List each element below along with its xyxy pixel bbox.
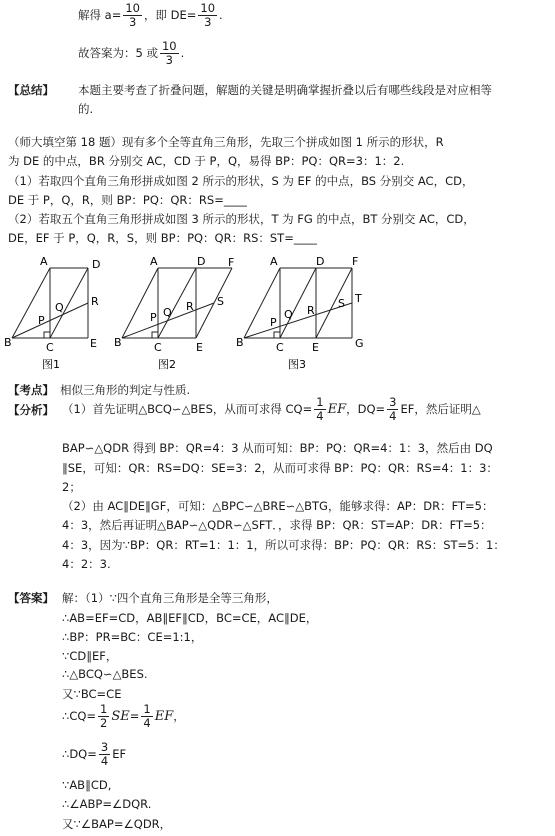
numerator: 1 [316, 395, 324, 409]
answer-line-6: 又∵BC=CE [62, 687, 122, 701]
figure-2 [122, 268, 232, 338]
label-t: T [355, 292, 362, 305]
label-s: S [217, 295, 224, 308]
text: 故答案为：5 或 [78, 46, 158, 60]
problem-line-1: （师大填空第 18 题）现有多个全等直角三角形，先取三个拼成如图 1 所示的形状，R [8, 135, 444, 149]
figure-diagrams [0, 250, 555, 375]
label-q: Q [55, 301, 64, 314]
denominator: 4 [100, 754, 109, 768]
label-b: B [236, 336, 244, 349]
label-b: B [4, 336, 12, 349]
answer-line-4: ∵CD∥EF， [62, 649, 118, 663]
figure-3 [244, 268, 352, 338]
kaodian-tag: 【考点】 [8, 383, 54, 397]
label-r: R [307, 304, 315, 317]
solution-line-1 [78, 2, 223, 29]
text: . [219, 8, 223, 22]
text: EF [112, 747, 127, 761]
label-e: E [90, 337, 97, 350]
text: ， [173, 709, 185, 723]
numerator: 10 [125, 1, 140, 15]
fenxi-tag: 【分析】 [8, 403, 54, 417]
text: EF [154, 709, 174, 724]
text: EF，然后证明△ [400, 402, 481, 416]
problem-line-2: 为 DE 的中点，BR 分别交 AC，CD 于 P，Q，易得 BP：PQ：QR=3：1：2. [8, 154, 405, 168]
answer-line-10: ∴∠ABP=∠DQR. [62, 797, 152, 811]
problem-line-4: DE 于 P，Q，R，则 BP：PQ：QR：RS=____ [8, 193, 247, 207]
fraction [198, 2, 217, 29]
summary-text-1: 本题主要考查了折叠问题，解题的关键是明确掌握折叠以后有哪些线段是对应相等 [78, 83, 492, 97]
label-r: R [186, 300, 194, 313]
label-s: S [338, 297, 345, 310]
numerator: 10 [200, 1, 216, 15]
summary-text-2: 的. [78, 102, 94, 116]
fenxi-line-8: 4：2：3. [62, 557, 111, 571]
label-c: C [276, 341, 284, 354]
label-f: F [352, 255, 359, 268]
denominator: 4 [316, 409, 324, 423]
denominator: 3 [204, 15, 212, 29]
text: ，DQ= [346, 402, 386, 416]
figures [0, 250, 555, 375]
answer-line-11: 又∵∠BAP=∠QDR， [62, 817, 172, 831]
figure-caption-2: 图2 [158, 358, 176, 371]
problem-line-3: （1）若取四个直角三角形拼成如图 2 所示的形状，S 为 EF 的中点，BS 分别交 AC，CD， [8, 174, 474, 188]
answer-line-3: ∴BP：PR=BC：CE=1:1， [62, 630, 203, 644]
kaodian-text: 相似三角形的判定与性质. [60, 383, 191, 397]
text: = [129, 709, 140, 723]
text: SE [111, 709, 130, 724]
label-a: A [270, 255, 278, 268]
label-p: P [270, 316, 277, 329]
figure-1 [12, 268, 88, 338]
denominator: 4 [389, 409, 397, 423]
text: EF [327, 402, 347, 417]
label-p: P [38, 314, 45, 327]
denominator: 3 [165, 53, 173, 67]
fenxi-line-1 [62, 396, 481, 423]
text: （1）首先证明△BCQ∽△BES，从而可求得 CQ= [62, 402, 313, 416]
fenxi-line-2: BAP∽△QDR 得到 BP：QR=4：3 从而可知：BP：PQ：QR=4：1：3，然后由 DQ [62, 441, 493, 455]
fraction [98, 703, 109, 730]
text: ∴DQ= [62, 747, 97, 761]
figure-caption-3: 图3 [288, 358, 306, 371]
fraction [160, 40, 179, 67]
numerator: 3 [389, 395, 397, 409]
summary-tag: 【总结】 [8, 83, 54, 97]
denominator: 4 [143, 716, 151, 730]
label-c: C [46, 341, 54, 354]
fraction [123, 2, 142, 29]
label-e: E [312, 341, 319, 354]
fraction [314, 396, 325, 423]
label-q: Q [284, 308, 293, 321]
figure-caption-1: 图1 [42, 358, 60, 371]
denominator: 2 [100, 716, 108, 730]
numerator: 1 [143, 702, 151, 716]
label-d: D [316, 255, 325, 268]
numerator: 10 [161, 39, 177, 53]
answer-line-9: ∵AB∥CD, [62, 778, 112, 792]
label-c: C [154, 341, 162, 354]
label-p: P [150, 311, 157, 324]
fraction [141, 703, 152, 730]
fenxi-line-6: 4：3，然后再证明△BAP∽△QDR∽△SFT．，求得 BP：QR：ST=AP：DR：FT=5： [62, 518, 492, 532]
fenxi-line-5: （2）由 AC∥DE∥GF，可知：△BPC∽△BRE∽△BTG，能够求得：AP：DR：FT=5： [62, 499, 494, 513]
text: . [180, 46, 185, 60]
fraction [99, 741, 110, 768]
text: ，即 DE= [143, 8, 197, 22]
label-e: E [196, 341, 203, 354]
text: ∴CQ= [62, 709, 97, 723]
answer-tag: 【答案】 [8, 591, 54, 605]
label-d: D [92, 258, 101, 271]
answer-line-5: ∴△BCQ∽△BES. [62, 667, 148, 681]
label-a: A [40, 255, 48, 268]
numerator: 1 [100, 702, 108, 716]
answer-line-8 [62, 741, 126, 768]
label-g: G [355, 337, 364, 350]
answer-line-7 [62, 703, 185, 730]
problem-line-6: DE，EF 于 P，Q，R，S，则 BP：PQ：QR：RS：ST=____ [8, 231, 317, 245]
label-f: F [228, 256, 235, 269]
text: 解得 a= [78, 8, 122, 22]
label-r: R [91, 295, 99, 308]
label-b: B [114, 336, 122, 349]
denominator: 3 [129, 15, 137, 29]
label-q: Q [163, 306, 172, 319]
fraction [387, 396, 398, 423]
fenxi-line-7: 4：3，因为∵BP：QR：RT=1：1：1，所以可求得：BP：PQ：QR：RS：ST=5：1： [62, 538, 505, 552]
fenxi-line-3: ∥SE，可知：QR：RS=DQ：SE=3：2，从而可求得 BP：PQ：QR：RS=4：1：3： [62, 461, 498, 475]
answer-line-2: ∴AB=EF=CD，AB∥EF∥CD，BC=CE，AC∥DE， [62, 611, 318, 625]
fenxi-line-4: 2； [62, 480, 81, 494]
label-a: A [150, 255, 158, 268]
numerator: 3 [100, 740, 109, 754]
label-d: D [197, 255, 206, 268]
answer-line-1: 解：（1）∵四个直角三角形是全等三角形， [62, 591, 278, 605]
solution-line-2 [78, 40, 184, 67]
problem-line-5: （2）若取五个直角三角形拼成如图 3 所示的形状，T 为 FG 的中点，BT 分别交 AC，CD， [8, 212, 475, 226]
